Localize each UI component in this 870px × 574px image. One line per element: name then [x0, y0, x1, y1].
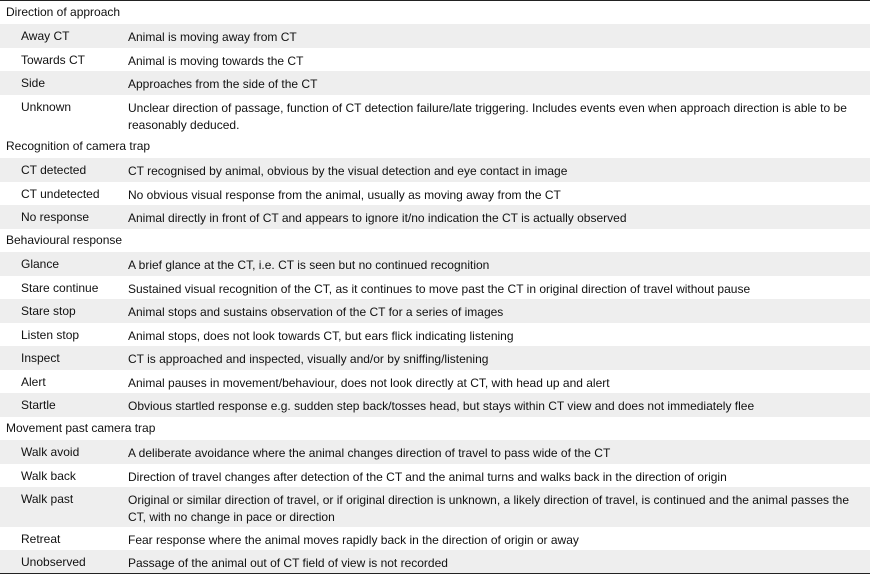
table-row: [0, 550, 870, 573]
table-row: [0, 299, 870, 323]
row-term: Unknown: [21, 100, 72, 114]
table-row: [0, 487, 870, 527]
row-term: No response: [21, 210, 90, 224]
table-row: [0, 527, 870, 550]
table-row: [0, 48, 870, 71]
row-description: Direction of travel changes after detection of the CT and the animal turns and walks back in the direction of origin: [128, 470, 727, 484]
row-description: Animal stops and sustains observation of the CT for a series of images: [128, 305, 504, 319]
row-term: Walk past: [21, 492, 74, 506]
row-description: Passage of the animal out of CT field of view is not recorded: [128, 556, 448, 570]
section-header-behavioural-response: Behavioural response: [0, 229, 870, 252]
row-description: Animal is moving away from CT: [128, 30, 297, 44]
table-row: [0, 464, 870, 487]
row-description: Animal stops, does not look towards CT, but ears flick indicating listening: [128, 329, 514, 343]
row-description: Animal directly in front of CT and appears to ignore it/no indication the CT is actually observed: [128, 211, 627, 225]
row-description: Animal pauses in movement/behaviour, does not look directly at CT, with head up and alert: [128, 376, 610, 390]
row-term: Stare continue: [21, 281, 99, 295]
table-row: [0, 205, 870, 229]
row-description: Original or similar direction of travel, or if original direction is unknown, a likely direction of travel, is continued and the animal passes the CT, with no change in pace or direction: [128, 493, 850, 524]
row-description: Obvious startled response e.g. sudden step back/tosses head, but stays within CT view and does not immediately flee: [128, 399, 755, 413]
row-description: Sustained visual recognition of the CT, as it continues to move past the CT in original direction of travel without pause: [128, 282, 751, 296]
table-row: [0, 370, 870, 393]
table-row: [0, 346, 870, 370]
row-term: Side: [21, 76, 46, 90]
table-row: [0, 95, 870, 135]
row-description: Approaches from the side of the CT: [128, 77, 318, 91]
row-term: Listen stop: [21, 328, 80, 342]
table-row: [0, 393, 870, 417]
row-term: Stare stop: [21, 304, 76, 318]
row-description: Animal is moving towards the CT: [128, 54, 304, 68]
row-term: CT undetected: [21, 187, 100, 201]
row-term: Startle: [21, 398, 56, 412]
row-term: Towards CT: [21, 53, 86, 67]
row-description: CT recognised by animal, obvious by the visual detection and eye contact in image: [128, 164, 568, 178]
table-row: [0, 71, 870, 95]
section-header-direction-of-approach: Direction of approach: [0, 1, 870, 24]
row-description: CT is approached and inspected, visually and/or by sniffing/listening: [128, 352, 489, 366]
table-row: [0, 24, 870, 48]
row-term: Retreat: [21, 532, 61, 546]
table-row: [0, 440, 870, 464]
section-header-recognition-of-camera-trap: Recognition of camera trap: [0, 135, 870, 158]
section-header-movement-past-camera-trap: Movement past camera trap: [0, 417, 870, 440]
row-term: Walk avoid: [21, 445, 80, 459]
row-description: No obvious visual response from the animal, usually as moving away from the CT: [128, 188, 561, 202]
row-term: Glance: [21, 257, 60, 271]
table-row: [0, 252, 870, 276]
row-term: Alert: [21, 375, 46, 389]
row-description: A brief glance at the CT, i.e. CT is seen but no continued recognition: [128, 258, 490, 272]
row-term: CT detected: [21, 163, 87, 177]
row-description: Unclear direction of passage, function of CT detection failure/late triggering. Includes events even when approach direction is able to be reasonably deduced.: [128, 101, 847, 132]
row-term: Away CT: [21, 29, 70, 43]
row-term: Unobserved: [21, 555, 86, 569]
row-description: Fear response where the animal moves rapidly back in the direction of origin or away: [128, 533, 579, 547]
row-term: Walk back: [21, 469, 76, 483]
table-row: [0, 158, 870, 182]
row-description: A deliberate avoidance where the animal changes direction of travel to pass wide of the CT: [128, 446, 611, 460]
table-row: [0, 276, 870, 299]
table-row: [0, 182, 870, 205]
table-row: [0, 323, 870, 346]
row-term: Inspect: [21, 351, 60, 365]
